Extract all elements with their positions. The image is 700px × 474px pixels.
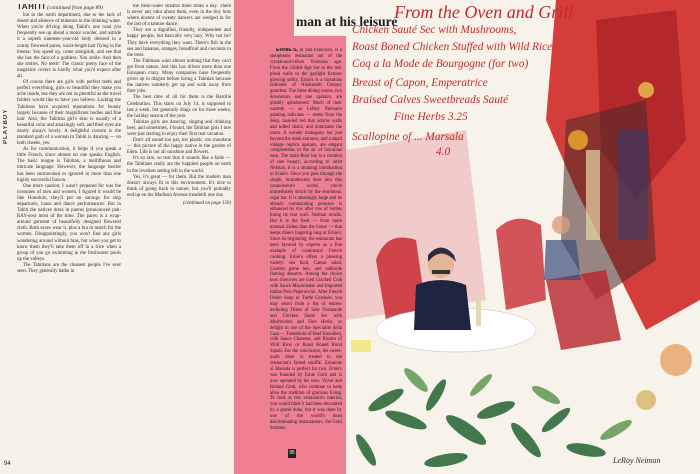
page-number-badge: 95 (289, 450, 295, 456)
continued-on: (continued on page 150) (183, 201, 231, 206)
paragraph: It's so rare, so real that it sounds like a fable — the Tahitians really are the happiest people on earth in the loveliest setting left in the world. (127, 156, 231, 174)
paragraph: They are a dignified, friendly, independent and happy people, but basically very lazy. Why not be? They have everything they want. There's fish in the sea and bananas, oranges, breadfruit and coconuts in the trees. (127, 28, 231, 58)
running-head: PLAYBOY (3, 108, 9, 144)
feature-paragraph (270, 48, 342, 432)
paragraph: the fresh-water streams three times a day. There is never any odor about them, even in the tiny huts where dozens of sweaty dancers are wedged in for the last of a tamure dance. (127, 4, 231, 28)
menu-price: 4.0 (436, 146, 451, 158)
menu-title: From the Oven and Grill (394, 2, 574, 22)
restaurant-painting (346, 0, 700, 474)
paragraph: but in the north department, due to the lack of desert and absence of minerals in the drinking water. When you're driving along Tahiti's one road you frequently see up ahead a motor scooter, and astride it a superb nineteen-year-old body dressed in a scanty flowered pareu, waist-length hair flying in the breeze. You speed up, come alongside, and see that she has the face of a goddess. You smile. And then she smiles. No teeth! The classic pretty face of the magazine covers is hardly what you'd expect after all. (17, 13, 121, 80)
menu-item: Roast Boned Chicken Stuffed with Wild Rice (352, 41, 553, 53)
paragraph: Yes, it's great — for them. But the modern man doesn't always fit in this environment. It's nice to think of going back to nature, but you'll probably end up on the Madison Avenue treadmill one day. (127, 174, 231, 198)
artist-signature: LeRoy Neiman (613, 456, 661, 465)
menu-item: Scallopine of ... Marsala (352, 131, 464, 143)
painting-illustration (346, 0, 700, 474)
article-column-2 (127, 4, 231, 466)
lead-label: ERNIE'S, (276, 48, 298, 53)
paragraph: Tahitian girls are dancing, singing and drinking beer, and sometimes, I found, the Tahitian girls I met were just starting to enjoy their first real vacation. (127, 119, 231, 137)
article-header (17, 4, 121, 11)
paragraph: As for communication, it helps if you speak a little French, since almost no one speaks English. The basic tongue is Tahitian, a mellifluous and intricate language. However, the language barrier has been surmounted or ignored in more than one highly successful liaison. (17, 147, 121, 183)
paragraph: The Tahitians are the cleanest people I've ever seen. They generally bathe in (17, 262, 121, 275)
article-column-1 (17, 4, 121, 466)
article-title: TAHITI (17, 4, 46, 11)
paragraph: The Tahitians want almost nothing that they can't get from nature, and this has driven more than one European crazy. Many companies have frequently given up in disgust before hiring a Tahitian because the natives suddenly get up and walk away from their jobs. (127, 58, 231, 95)
menu-item: Chicken Sauté Sec with Mushrooms, (352, 24, 517, 36)
paragraph: Don't all sound too pat, too plastic, too mundane — this picture of the happy native in the garden of Eden. Life is not all sunshine and flowers. (127, 138, 231, 156)
menu-item: Fine Herbs 3.25 (394, 111, 468, 123)
continued-from: (continued from page 89) (47, 5, 103, 11)
left-page (0, 0, 234, 474)
paragraph: Of course there are girls with perfect teeth and perfect everything, girls so beautiful they make you ache inside, but they are not as plentiful as the travel folders would like to have you believe. Lacking the Tahitians have acquired reputations for beauty largely because of their magnificent bodies and fine hair. Also, the Tahitian girl's skin is usually of a beautiful color and amazingly soft, and their eyes are nearly always lovely. A delightful custom is the standard garb of a woman in Tahiti is dancing — on both cheeks, yes. (17, 80, 121, 147)
paragraph: The best time of all for them is the Bastille Celebration. This starts on July 14, is supposed to last a week, but generally drags on for three weeks; the holiday season of the year. (127, 95, 231, 119)
feature-text (270, 48, 342, 468)
feature-headline: man at his leisure (296, 14, 398, 29)
paragraph: One more caution: I wasn't prepared for was the costumes of men and women. I figured it would be like Honolulu, they'd put on sarongs for ship departures, luaus and dance performances. But in Tahiti the natives dress in pareus (pronounced pah-RAY-oos) most of the time. The pareu is a wrap-around garment of beautifully designed flowered cloth. Both sexes wear it, plus a bra to match for the women. Disappointingly, you won't find any girls wandering around without bras, but when you get to know them they'll take them off in a trice when a group of you go swimming in the freshwater pools up the valleys. (17, 183, 121, 262)
page-number-left: 94 (4, 461, 11, 467)
feature-body: in San Francisco, is a sumptuous restaurant out of the crystal-and-velvet Victorian age. From the Gilded Age bar to the red-plush walls to the gaslight fixtures glowing softly, Ernie's is a luxurious reminder of Nineteenth Century grandeur. The three dining rooms, two downstairs and one upstairs, are plushly upholstered. Much of their warmth — as LeRoy Neiman's painting indicates — stems from the deep, tasseled red that adorns walls and tufted chairs, and dominates the room. A wonder mahogany bar just beyond the main entrance, and a small vintage replica upstairs, are elegant complements to the air of luxurious ease. The main-floor bar is a creation of rare beauty; according to artist Neiman, it is a stunning introduction to Ernie's. Once you pass through the single, incandescent door into this connoisseur's world, you're immediately struck by the enormous, regal bar. It is amazingly large and its already commanding presence is enhanced by row after row of bottles lining its rear wall. Neiman recalls. But it is the food — from more unusual dishes than the house — that keeps diners lingering long at Ernie's. Since its beginning, the restaurant has been favored by experts as a fine example of continental French cooking. Ernie's offers a pleasing variety: sea food, Caesar salad, Cornish game hen, and tableside flaming desserts. Among the choice hors d'oeuvres are Iced Cracked Crab with Sauce Mayonnaise and Imported Italian Polo Peperoncini. After French Onion Soup or Turtle Gratinée, you may select from a list of entrees including Fillets of Sole Normande and Chicken Sauté Sec with Mushrooms and Fine Herbs, or delight in one of the Specialité della Casa — Tenderloin of Beef Ennobled, with Sauce Chasseur, and Risotto of Wild Rice; or Roast Boned Rural Squab. For the conclusion, the sweet-tooth diner is treated to the restaurant's famed soufflé. Zabaione al Marsala is perfect for two. Ernie's was founded by Ernie Gotti and is now operated by his sons, Victor and Roland Gotti, who continue to keep alive the tradition of gracious living. To look at this restaurant's interior, you would think it had been decorated by a grand duke, but it was done by one of the world's most discriminating restaurateurs, the Gotti brothers. (270, 48, 342, 431)
menu-item: Coq a la Mode de Bourgogne (for two) (352, 58, 529, 70)
menu-item: Breast of Capon, Emperatrice (352, 77, 488, 89)
menu-item: Braised Calves Sweetbreads Sauté (352, 94, 509, 106)
